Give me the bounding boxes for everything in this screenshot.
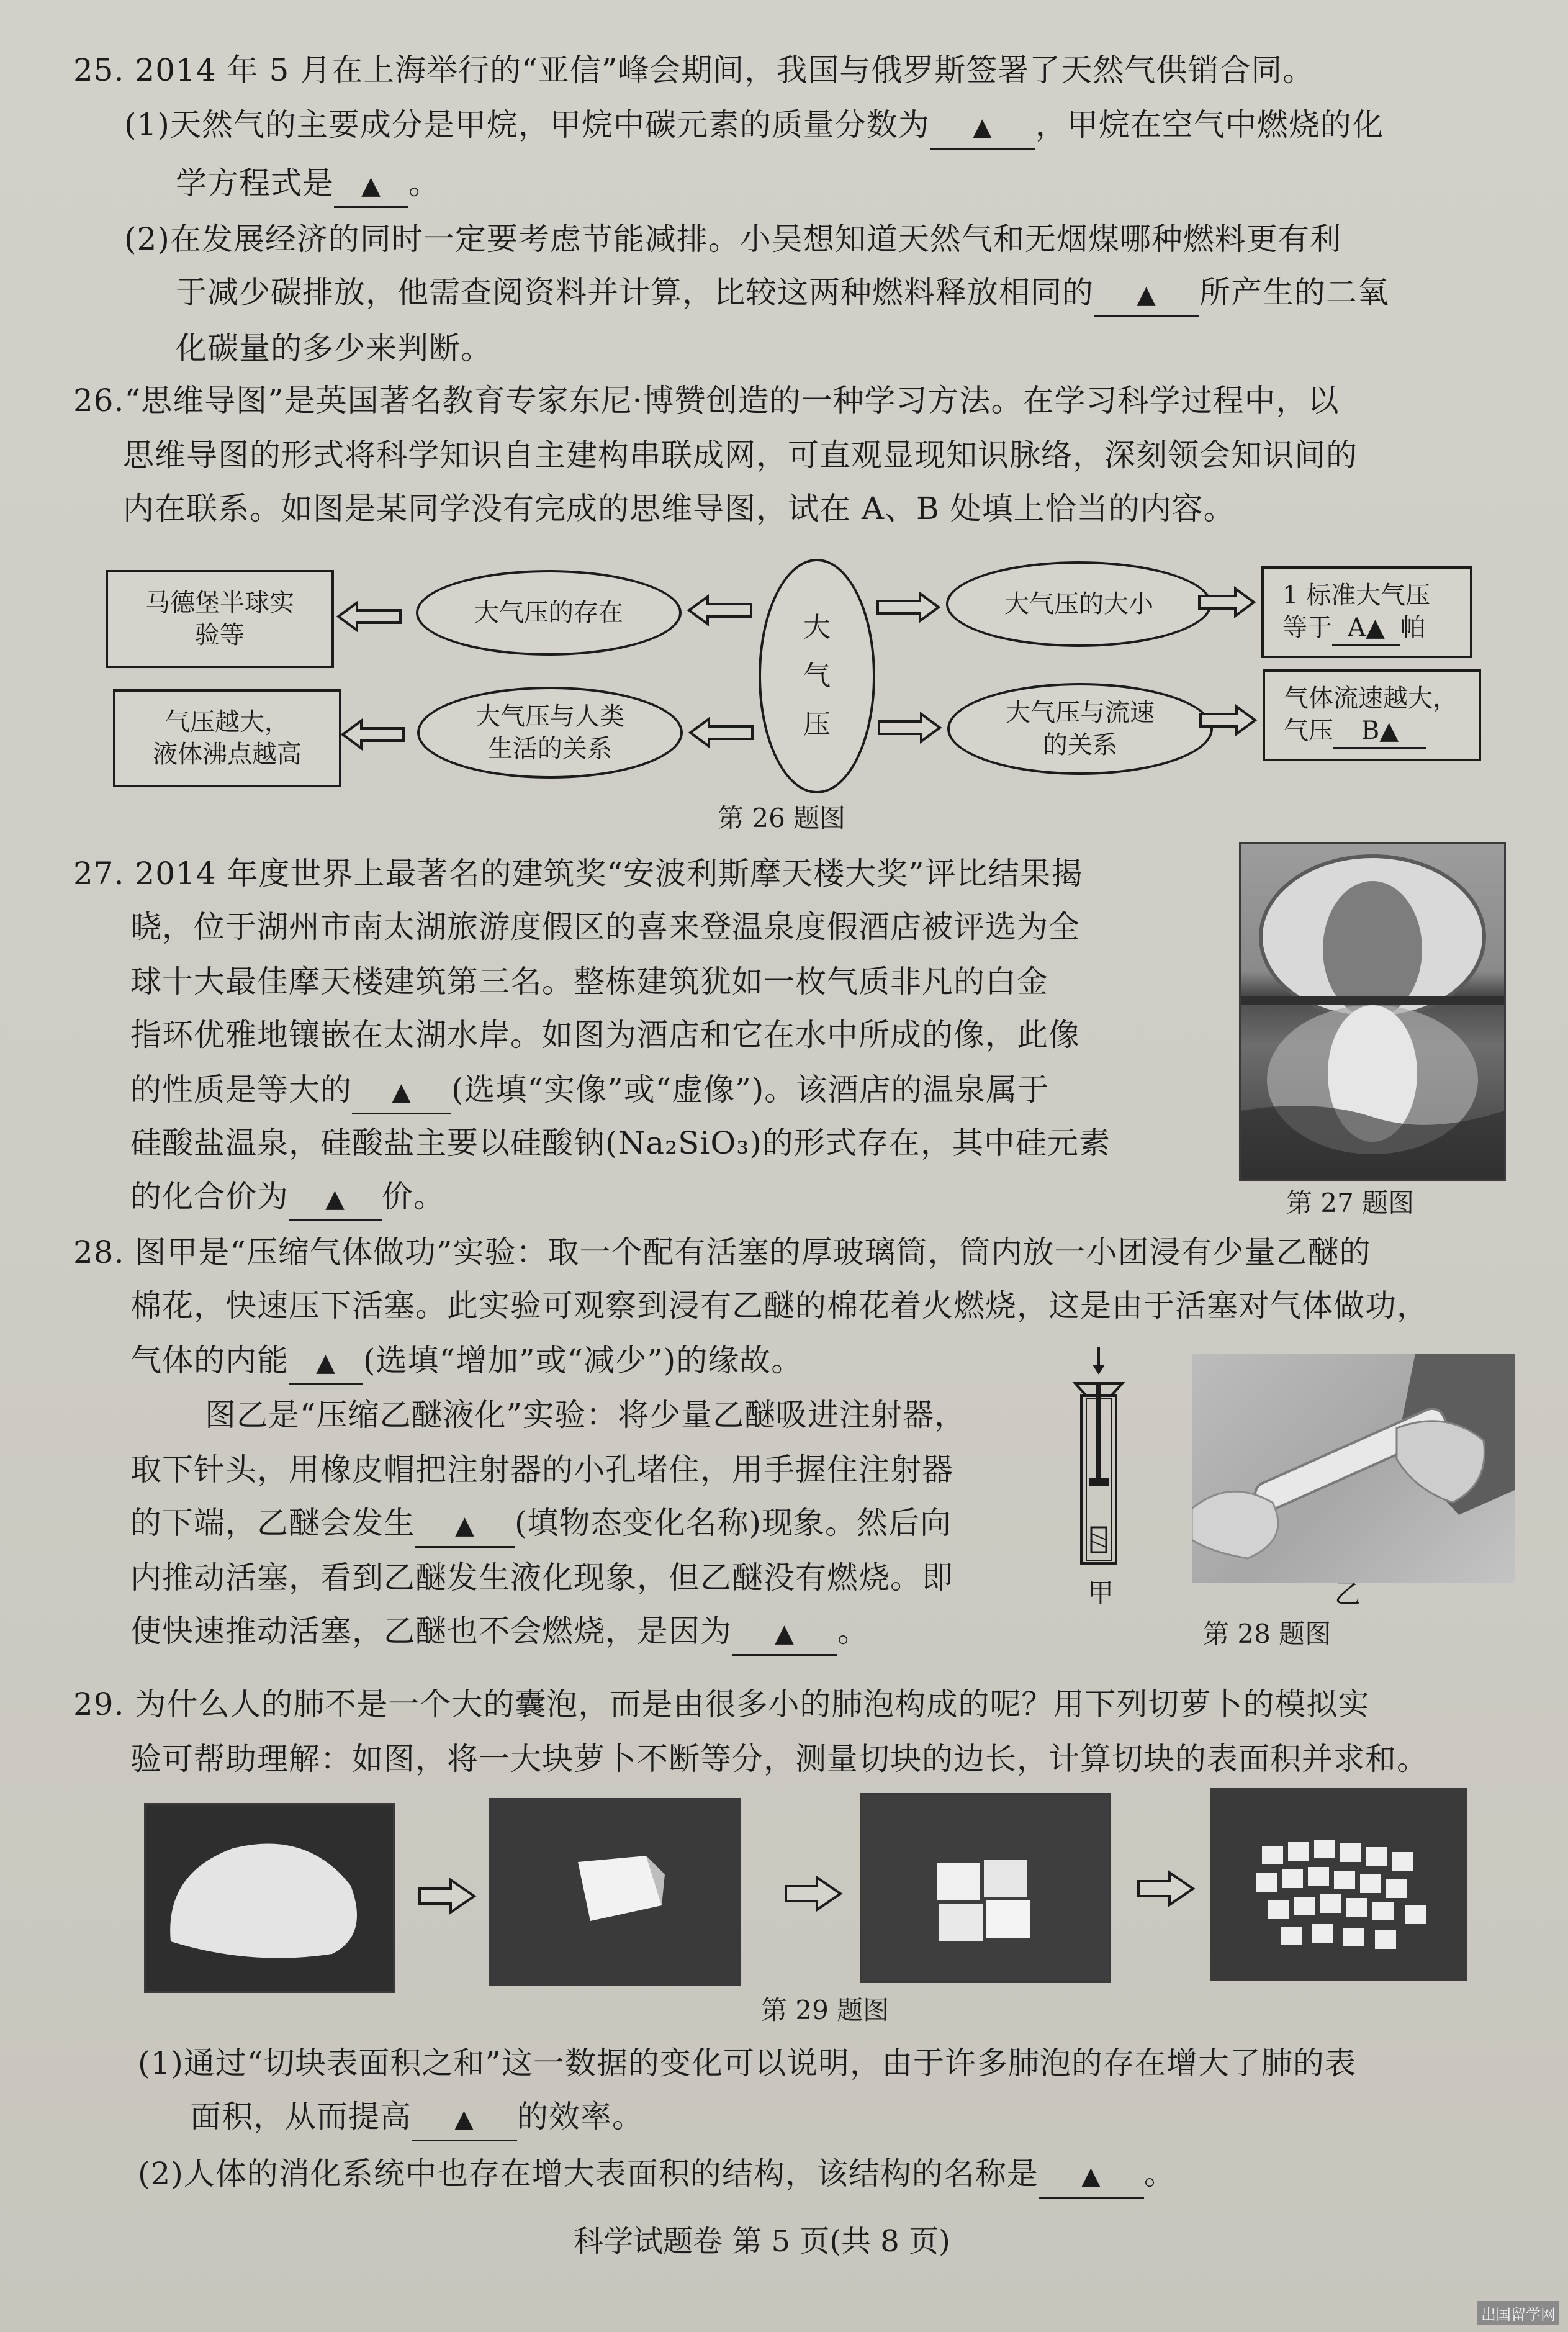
arrow-right-icon — [1201, 707, 1255, 734]
q28-line1: 28. 图甲是“压缩气体做功”实验：取一个配有活塞的厚玻璃筒，筒内放一小团浸有少量乙醚的 — [73, 1234, 1371, 1270]
q28-line8: 使快速推动活塞，乙醚也不会燃烧，是因为 ▲ 。 — [130, 1611, 869, 1656]
radish-whole-photo — [144, 1803, 395, 1993]
map-oval-human-life: 大气压与人类 生活的关系 — [417, 687, 683, 779]
arrow-right-icon — [1199, 589, 1254, 616]
arrow-right-icon — [879, 714, 940, 741]
q28-line7: 内推动活塞，看到乙醚发生液化现象，但乙醚没有燃烧。即 — [130, 1560, 953, 1596]
answer-blank: ▲ — [334, 163, 408, 208]
map-box-magdeburg: 马德堡半球实 验等 — [106, 570, 334, 668]
diced-cubes-image — [1212, 1790, 1466, 1979]
answer-blank: ▲ — [930, 104, 1035, 150]
q29-line1: 29. 为什么人的肺不是一个大的囊泡，而是由很多小的肺泡构成的呢？用下列切萝卜的模拟实 — [73, 1686, 1370, 1722]
map-oval-magnitude: 大气压的大小 — [946, 561, 1212, 647]
q29-line4: 面积，从而提高 ▲ 的效率。 — [190, 2096, 644, 2141]
q28-line5: 取下针头，用橡皮帽把注射器的小孔堵住，用手握住注射器 — [130, 1452, 953, 1488]
q28-line6: 的下端，乙醚会发生 ▲ (填物态变化名称)现象。然后向 — [130, 1503, 952, 1548]
map-box-standard-pressure: 1 标准大气压 等于 A▲ 帕 — [1261, 566, 1472, 658]
q27-line4: 指环优雅地镶嵌在太湖水岸。如图为酒店和它在水中所成的像，此像 — [130, 1017, 1080, 1053]
arrow-right-icon — [417, 1878, 477, 1915]
radish-cube-photo — [489, 1798, 741, 1986]
arrow-left-icon — [343, 721, 403, 748]
compression-cylinder-diagram — [1068, 1347, 1155, 1571]
q26-caption: 第 26 题图 — [718, 803, 846, 833]
ring-building-image — [1241, 844, 1504, 1179]
q27-line1: 27. 2014 年度世界上最著名的建筑奖“安波利斯摩天楼大奖”评比结果揭 — [73, 856, 1083, 892]
answer-blank-A: A▲ — [1332, 612, 1400, 646]
answer-blank: ▲ — [412, 2096, 517, 2141]
q27-line5: 的性质是等大的 ▲ (选填“实像”或“虚像”)。该酒店的温泉属于 — [130, 1069, 1049, 1114]
radish-diced-photo — [1210, 1788, 1467, 1981]
q27-line3: 球十大最佳摩天楼建筑第三名。整栋建筑犹如一枚气质非凡的白金 — [130, 964, 1048, 1000]
page-footer: 科学试题卷 第 5 页(共 8 页) — [574, 2224, 950, 2259]
q25-line2: (1)天然气的主要成分是甲烷，甲烷中碳元素的质量分数为 ▲ ，甲烷在空气中燃烧的化 — [124, 104, 1384, 150]
map-center-atmospheric-pressure: 大 气 压 — [759, 559, 875, 793]
q29-line3: (1)通过“切块表面积之和”这一数据的变化可以说明，由于许多肺泡的存在增大了肺的表 — [138, 2045, 1356, 2081]
q25-line6: 化碳量的多少来判断。 — [176, 330, 492, 366]
answer-blank: ▲ — [1094, 272, 1199, 317]
answer-blank: ▲ — [289, 1340, 363, 1385]
answer-blank-B: B▲ — [1333, 715, 1426, 749]
q28-line3: 气体的内能 ▲ (选填“增加”或“减少”)的缘故。 — [130, 1340, 803, 1385]
q27-line6: 硅酸盐温泉，硅酸盐主要以硅酸钠(Na₂SiO₃)的形式存在，其中硅元素 — [130, 1125, 1111, 1161]
answer-blank: ▲ — [732, 1611, 837, 1656]
q26-line1: 26.“思维导图”是英国著名教育专家东尼·博赞创造的一种学习方法。在学习科学过程中，以 — [73, 382, 1340, 418]
map-box-boiling-point: 气压越大， 液体沸点越高 — [113, 689, 341, 787]
q28-line4: 图乙是“压缩乙醚液化”实验：将少量乙醚吸进注射器， — [205, 1397, 966, 1433]
map-box-flow-pressure: 气体流速越大， 气压 B▲ — [1263, 669, 1481, 761]
hotel-reflection-photo — [1239, 842, 1506, 1181]
arrow-left-icon — [689, 597, 751, 624]
q26-line3: 内在联系。如图是某同学没有完成的思维导图，试在 A、B 处填上恰当的内容。 — [123, 490, 1235, 527]
q27-caption: 第 27 题图 — [1286, 1188, 1415, 1218]
answer-blank: ▲ — [415, 1503, 515, 1548]
quartered-cubes-image — [862, 1795, 1109, 1981]
map-oval-existence: 大气压的存在 — [416, 570, 682, 656]
arrow-left-icon — [690, 719, 752, 746]
q25-line3: 学方程式是 ▲ 。 — [176, 163, 440, 208]
radish-image — [146, 1805, 393, 1991]
answer-blank: ▲ — [1039, 2153, 1144, 2199]
q29-caption: 第 29 题图 — [761, 1995, 890, 2025]
cube-image — [491, 1800, 739, 1984]
q26-line2: 思维导图的形式将科学知识自主建构串联成网，可直观显现知识脉络，深刻领会知识间的 — [123, 437, 1358, 473]
q25-line5: 于减少碳排放，他需查阅资料并计算，比较这两种燃料释放相同的 ▲ 所产生的二氧 — [176, 272, 1389, 317]
site-watermark: 出国留学网 — [1477, 2301, 1559, 2325]
q28-line2: 棉花，快速压下活塞。此实验可观察到浸有乙醚的棉花着火燃烧，这是由于活塞对气体做功， — [130, 1288, 1428, 1324]
arrow-right-icon — [878, 594, 939, 621]
q29-line5: (2)人体的消化系统中也存在增大表面积的结构，该结构的名称是 ▲ 。 — [138, 2153, 1176, 2199]
radish-quartered-photo — [860, 1793, 1111, 1983]
syringe-image — [1192, 1354, 1515, 1583]
answer-blank: ▲ — [352, 1069, 451, 1114]
map-oval-flow-speed: 大气压与流速 的关系 — [947, 683, 1213, 775]
label-jia: 甲 — [1088, 1578, 1114, 1608]
q25-line4: (2)在发展经济的同时一定要考虑节能减排。小吴想知道天然气和无烟煤哪种燃料更有利 — [124, 221, 1341, 257]
q29-line2: 验可帮助理解：如图，将一大块萝卜不断等分，测量切块的边长，计算切块的表面积并求和。 — [130, 1741, 1428, 1777]
q28-caption: 第 28 题图 — [1203, 1619, 1331, 1649]
answer-blank: ▲ — [289, 1176, 382, 1221]
syringe-hands-photo — [1192, 1354, 1515, 1583]
q27-line2: 晓，位于湖州市南太湖旅游度假区的喜来登温泉度假酒店被评选为全 — [130, 909, 1080, 945]
arrow-right-icon — [783, 1875, 843, 1912]
map-arrows — [0, 0, 1568, 807]
q25-line1: 25. 2014 年 5 月在上海举行的“亚信”峰会期间，我国与俄罗斯签署了天然气供销合同。 — [73, 52, 1315, 88]
q27-line7: 的化合价为 ▲ 价。 — [130, 1176, 445, 1221]
label-yi: 乙 — [1335, 1579, 1361, 1609]
arrow-left-icon — [338, 603, 400, 630]
arrow-right-icon — [1136, 1870, 1196, 1907]
